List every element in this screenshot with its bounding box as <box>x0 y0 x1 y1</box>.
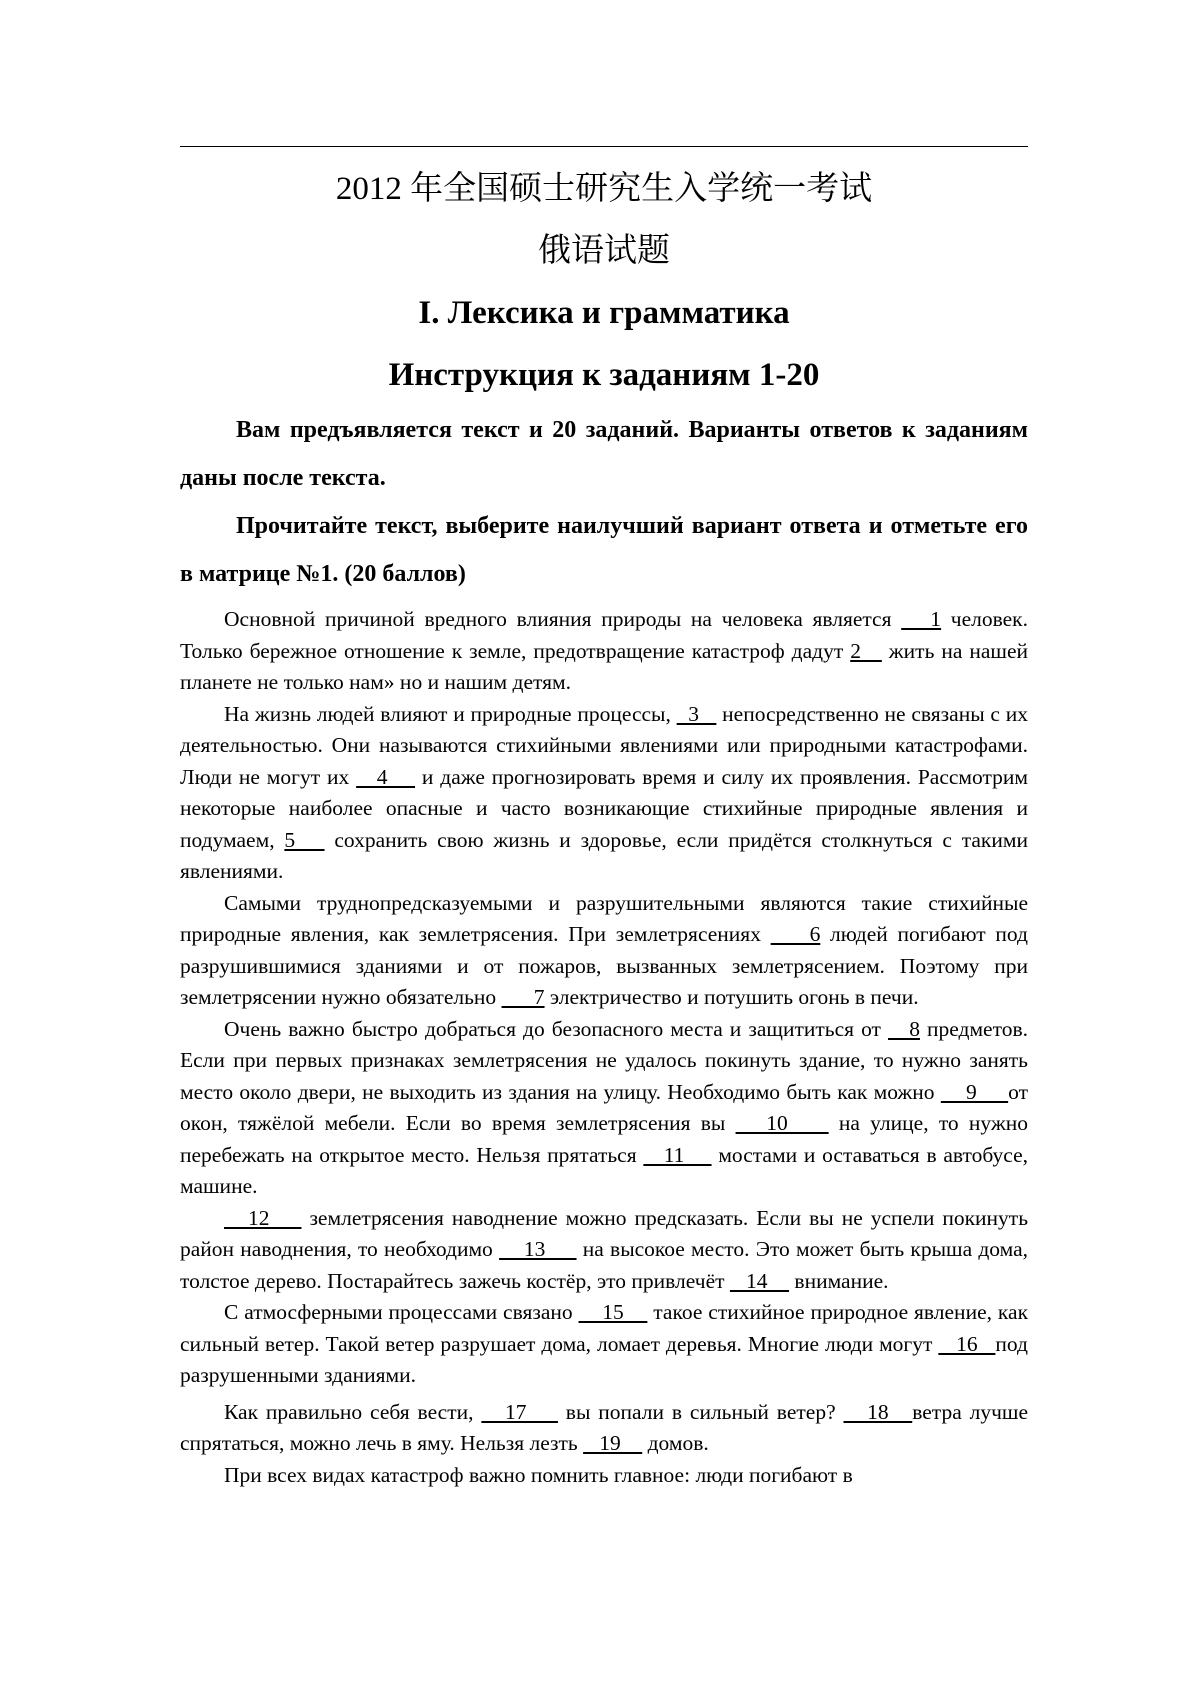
passage-paragraph <box>180 1203 1028 1298</box>
answer-blank: 3 <box>676 701 717 726</box>
answer-blank: 12 <box>224 1205 302 1230</box>
passage-text-segment: под разрушенными зданиями. <box>180 1331 1028 1387</box>
passage-paragraph <box>180 699 1028 888</box>
passage-text-segment: Очень важно быстро добраться до безопасного места и защититься от <box>224 1016 888 1041</box>
passage-text-segment: Как правильно себя вести, <box>224 1399 482 1424</box>
passage-paragraph <box>180 1014 1028 1203</box>
passage-text-segment: людей погибают под разрушившимися зданиями и от пожаров, вызванных землетрясением. Поэтому при землетрясении нужно обязательно <box>180 922 1029 1009</box>
document-page <box>180 158 1028 1491</box>
passage-text-segment: домов. <box>642 1431 709 1455</box>
exam-subtitle: 俄语试题 <box>538 233 670 269</box>
passage-text-segment: внимание. <box>789 1268 889 1293</box>
answer-blank: 10 <box>735 1111 829 1135</box>
answer-blank: 7 <box>501 985 545 1009</box>
instruction-text: Вам предъявляется текст и 20 заданий. Варианты ответов к заданиям даны после текста. <box>180 417 1028 491</box>
passage-paragraph <box>180 1460 1028 1492</box>
passage-text <box>180 604 1028 1491</box>
answer-blank: 18 <box>843 1399 913 1424</box>
passage-text-segment: от окон, тяжёлой мебели. Если во время землетрясения вы <box>180 1079 1029 1135</box>
answer-blank: 16 <box>938 1331 996 1356</box>
passage-text-segment: на высокое место. Это может быть крыша дома, толстое дерево. Постарайтесь зажечь костёр, это привлечёт <box>180 1237 1028 1293</box>
answer-blank: 14 <box>729 1268 790 1293</box>
instruction-heading: Инструкция к заданиям 1-20 <box>388 357 820 393</box>
answer-blank: 19 <box>583 1431 643 1455</box>
passage-text-segment: При всех видах катастроф важно помнить главное: люди погибают в <box>224 1462 853 1487</box>
passage-text-segment: непосредственно не связаны с их деятельностью. Они называются стихийными явлениями или природными катастрофами. Люди не могут их <box>180 701 1029 789</box>
answer-blank: 1 <box>901 607 942 631</box>
answer-blank: 13 <box>499 1237 577 1261</box>
answer-blank: 5 <box>284 827 325 852</box>
answer-blank: 17 <box>481 1399 558 1424</box>
answer-blank: 15 <box>578 1300 648 1324</box>
passage-text-segment: предметов. Если при первых признаках землетрясения не удалось покинуть здание, то нужно занять место около двери, не выходить из здания на улицу. Необходимо быть как можно <box>180 1016 1028 1104</box>
answer-blank: 6 <box>770 922 821 946</box>
instruction-text: Прочитайте текст, выберите наилучший вариант ответа и отметьте его в матрице №1. (20 баллов) <box>180 513 1028 587</box>
passage-text-segment: электричество и потушить огонь в печи. <box>544 985 919 1009</box>
exam-title: 2012 年全国硕士研究生入学统一考试 <box>335 171 873 207</box>
passage-text-segment: На жизнь людей влияют и природные процессы, <box>224 701 677 726</box>
passage-paragraph <box>180 888 1028 1014</box>
passage-text-segment: вы попали в сильный ветер? <box>557 1399 844 1424</box>
passage-text-segment: такое стихийное природное явление, как сильный ветер. Такой ветер разрушает дома, ломает деревья. Многие люди могут <box>180 1300 1029 1356</box>
passage-text-segment: жить на нашей планете не только нам» но и нашим детям. <box>180 638 1029 694</box>
passage-text-segment: С атмосферными процессами связано <box>224 1300 579 1324</box>
answer-blank: 8 <box>888 1016 920 1041</box>
answer-blank: 2 <box>850 638 882 663</box>
passage-text-segment: Основной причиной вредного влияния природы на человека является <box>224 607 902 631</box>
passage-text-segment: Самыми труднопредсказуемыми и разрушительными являются такие стихийные природные явления, как землетрясения. При землетрясениях <box>180 890 1028 946</box>
passage-text-segment: на улице, то нужно перебежать на открытое место. Нельзя прятаться <box>180 1111 1028 1167</box>
passage-text-segment: землетрясения наводнение можно предсказать. Если вы не успели покинуть район наводнения, то необходимо <box>180 1205 1029 1261</box>
passage-text-segment: ветра лучше спрятаться, можно лечь в яму. Нельзя лезть <box>180 1399 1028 1455</box>
passage-paragraph <box>180 604 1028 699</box>
section-heading: I. Лексика и грамматика <box>418 295 790 331</box>
answer-blank: 11 <box>643 1142 712 1167</box>
passage-paragraph <box>180 1397 1028 1460</box>
answer-blank: 4 <box>356 764 416 789</box>
passage-paragraph <box>180 1297 1028 1392</box>
passage-text-segment: человек. Только бережное отношение к земле, предотвращение катастроф дадут <box>180 607 1028 663</box>
answer-blank: 9 <box>940 1079 1009 1104</box>
passage-text-segment: сохранить свою жизнь и здоровье, если придётся столкнуться с такими явлениями. <box>180 827 1028 883</box>
header-rule <box>180 146 1028 147</box>
passage-text-segment: мостами и оставаться в автобусе, машине. <box>180 1142 1028 1198</box>
passage-text-segment: и даже прогнозировать время и силу их проявления. Рассмотрим некоторые наиболее опасные и часто возникающие стихийные природные явления и подумаем, <box>180 764 1028 852</box>
